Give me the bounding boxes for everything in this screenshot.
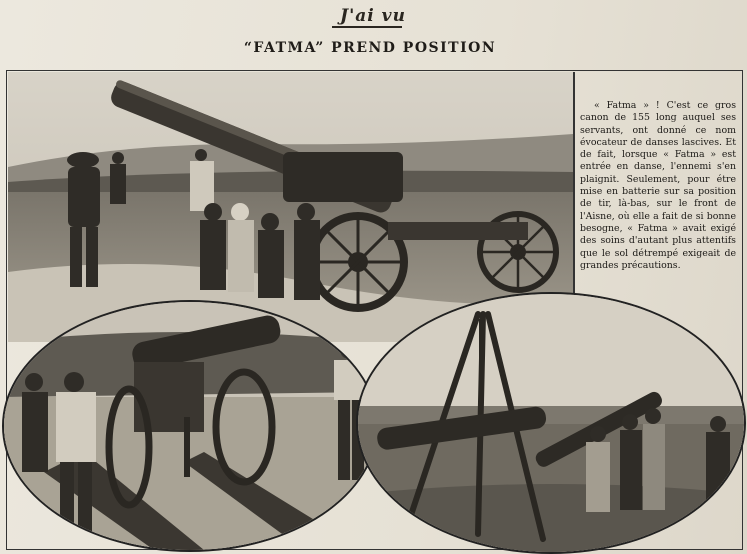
left-oval-photo-image [4,302,376,550]
left-oval-photo [2,300,378,552]
right-oval-photo [356,292,746,554]
rubric-title: J'ai vu [340,6,406,26]
column-divider [573,72,575,294]
caption-text: « Fatma » ! C'est ce gros canon de 155 long auquel ses servants, ont donné ce nom évocateur de danses lascives. Et de fait, lorsque « Fatma » est entrée en danse, l'ennemi s'en plaignit. Seulement, pour étre mise en batterie sur sa position de tir, là-bas, sur le front de l'Aisne, où elle a fait de si bonne besogne, « Fatma » avait exigé des soins d'autant plus attentifs que le sol détrempé exigeait de grandes précautions. [580,100,736,271]
rubric-underline [332,26,402,28]
headline: “FATMA” PREND POSITION [243,40,497,56]
right-oval-photo-image [358,294,744,552]
